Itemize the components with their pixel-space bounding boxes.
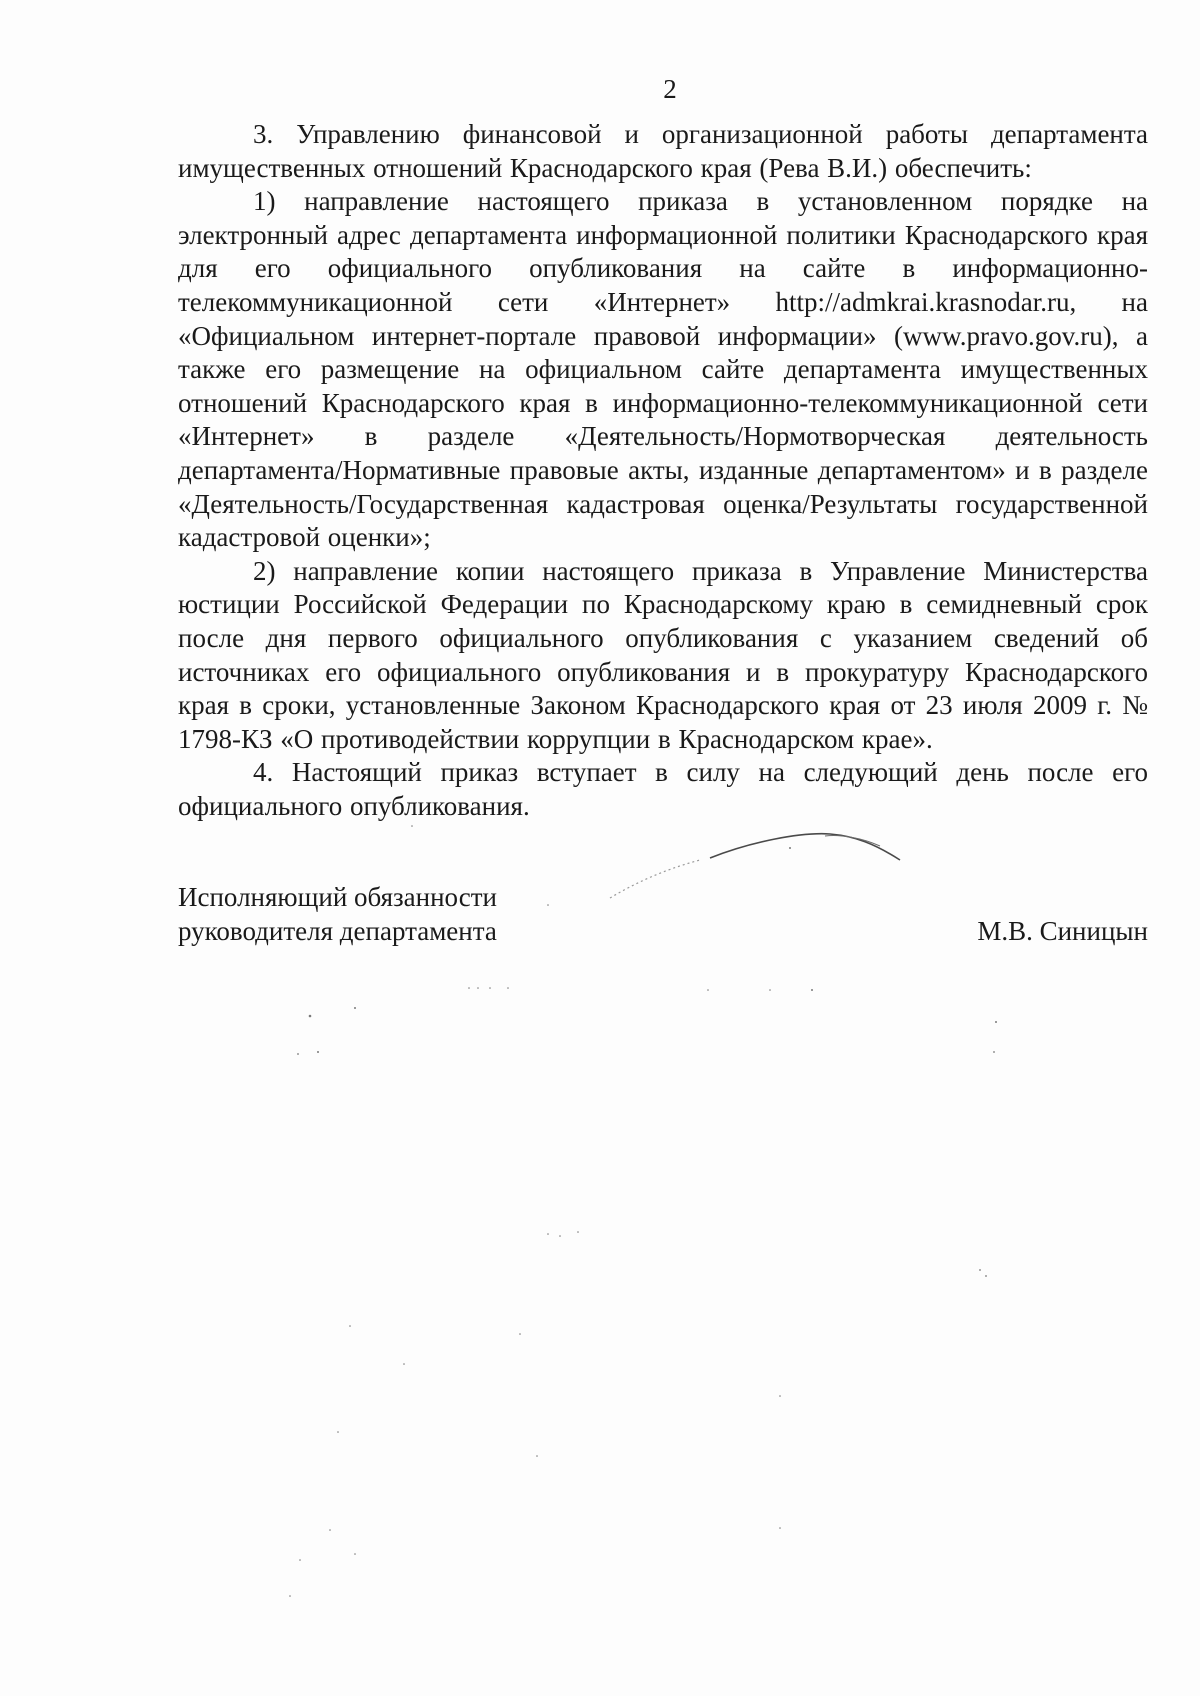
signer-title-line-2: руководителя департамента (178, 916, 497, 946)
paragraph-item-4: 4. Настоящий приказ вступает в силу на следующий день после его официального опубликования. (178, 757, 1148, 821)
paragraph-item-3: 3. Управлению финансовой и организационной работы департамента имущественных отношений Краснодарского края (Рева В.И.) обеспечить: (178, 119, 1148, 183)
signature-block (178, 880, 1148, 970)
paragraph-subitem-2: 2) направление копии настоящего приказа в Управление Министерства юстиции Российской Федерации по Краснодарскому краю в семидневный срок после дня первого официального опубликования с указанием сведений об источниках его официального опубликования и в прокуратуру Краснодарского края в сроки, установленные Законом Краснодарского края от 23 июля 2009 г. № 1798-КЗ «О противодействии коррупции в Краснодарском крае». (178, 555, 1148, 754)
document-body (178, 118, 1148, 823)
page-number: 2 (663, 74, 677, 104)
signer-title-line-1: Исполняющий обязанности (178, 882, 497, 912)
paragraph-subitem-1: 1) направление настоящего приказа в установленном порядке на электронный адрес департамента информационной политики Краснодарского края для его официального опубликования на сайте в информационно-телекоммуникационной сети «Интернет» http://admkrai.krasnodar.ru, на «Официальном интернет-портале правовой информации» (www.pravo.gov.ru), а также его размещение на официальном сайте департамента имущественных отношений Краснодарского края в информационно-телекоммуникационной сети «Интернет» в разделе «Деятельность/Нормотворческая деятельность департамента/Нормативные правовые акты, изданные департаментом» и в разделе «Деятельность/Государственная кадастровая оценка/Результаты государственной кадастровой оценки»; (178, 186, 1148, 553)
signer-name: М.В. Синицын (977, 916, 1148, 946)
signer-title (178, 880, 497, 948)
